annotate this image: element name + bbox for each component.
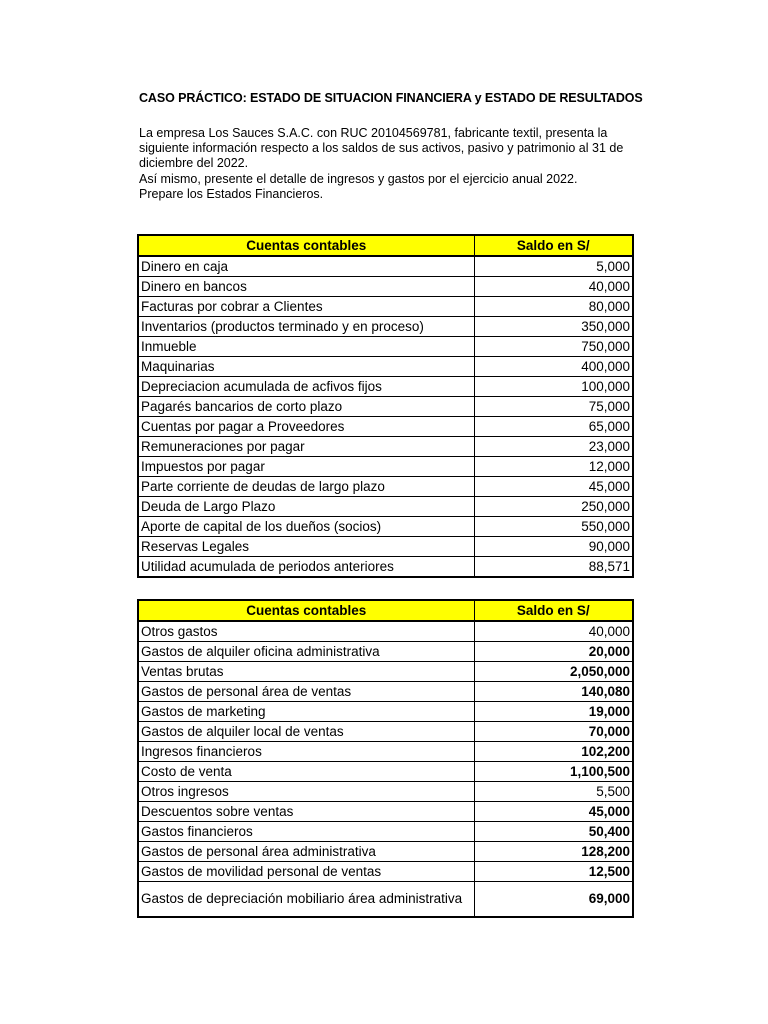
table-row xyxy=(138,377,633,397)
table-row xyxy=(138,782,633,802)
table-row xyxy=(138,256,633,277)
amount-cell: 5,500 xyxy=(474,782,633,802)
amount-cell: 80,000 xyxy=(474,297,633,317)
table-row xyxy=(138,457,633,477)
table-row xyxy=(138,337,633,357)
table-header-row xyxy=(138,235,633,256)
table-header-row xyxy=(138,600,633,621)
account-name-cell: Gastos de personal área de ventas xyxy=(138,682,474,702)
intro-line: La empresa Los Sauces S.A.C. con RUC 20104569781, fabricante textil, presenta la xyxy=(139,126,608,140)
table-row xyxy=(138,517,633,537)
amount-cell: 1,100,500 xyxy=(474,762,633,782)
amount-cell: 100,000 xyxy=(474,377,633,397)
account-name-cell: Inventarios (productos terminado y en proceso) xyxy=(138,317,474,337)
balance-accounts-table xyxy=(137,234,634,578)
account-name-cell: Parte corriente de deudas de largo plazo xyxy=(138,477,474,497)
table-row xyxy=(138,397,633,417)
amount-cell: 19,000 xyxy=(474,702,633,722)
document-title: CASO PRÁCTICO: ESTADO DE SITUACION FINANCIERA y ESTADO DE RESULTADOS xyxy=(139,91,643,105)
header-amount: Saldo en S/ xyxy=(474,600,633,621)
account-name-cell: Gastos de depreciación mobiliario área administrativa xyxy=(138,882,474,918)
account-name-cell: Ingresos financieros xyxy=(138,742,474,762)
table-row xyxy=(138,317,633,337)
account-name-cell: Gastos de personal área administrativa xyxy=(138,842,474,862)
amount-cell: 90,000 xyxy=(474,537,633,557)
table-row xyxy=(138,297,633,317)
amount-cell: 45,000 xyxy=(474,477,633,497)
table-row xyxy=(138,557,633,578)
account-name-cell: Gastos de alquiler oficina administrativa xyxy=(138,642,474,662)
account-name-cell: Inmueble xyxy=(138,337,474,357)
amount-cell: 5,000 xyxy=(474,256,633,277)
header-accounts: Cuentas contables xyxy=(138,600,474,621)
amount-cell: 70,000 xyxy=(474,722,633,742)
account-name-cell: Gastos de alquiler local de ventas xyxy=(138,722,474,742)
amount-cell: 102,200 xyxy=(474,742,633,762)
account-name-cell: Ventas brutas xyxy=(138,662,474,682)
amount-cell: 45,000 xyxy=(474,802,633,822)
account-name-cell: Maquinarias xyxy=(138,357,474,377)
account-name-cell: Cuentas por pagar a Proveedores xyxy=(138,417,474,437)
table-row xyxy=(138,621,633,642)
amount-cell: 12,500 xyxy=(474,862,633,882)
amount-cell: 750,000 xyxy=(474,337,633,357)
account-name-cell: Otros gastos xyxy=(138,621,474,642)
account-name-cell: Remuneraciones por pagar xyxy=(138,437,474,457)
table-row xyxy=(138,277,633,297)
table-row xyxy=(138,662,633,682)
table-row xyxy=(138,537,633,557)
account-name-cell: Facturas por cobrar a Clientes xyxy=(138,297,474,317)
account-name-cell: Reservas Legales xyxy=(138,537,474,557)
account-name-cell: Gastos de movilidad personal de ventas xyxy=(138,862,474,882)
table-row xyxy=(138,642,633,662)
table-row xyxy=(138,497,633,517)
table-row xyxy=(138,742,633,762)
amount-cell: 400,000 xyxy=(474,357,633,377)
amount-cell: 20,000 xyxy=(474,642,633,662)
table-row xyxy=(138,477,633,497)
table-row xyxy=(138,722,633,742)
income-table-body xyxy=(138,621,633,917)
intro-paragraph xyxy=(139,126,639,202)
table-row xyxy=(138,842,633,862)
amount-cell: 69,000 xyxy=(474,882,633,918)
header-amount: Saldo en S/ xyxy=(474,235,633,256)
account-name-cell: Descuentos sobre ventas xyxy=(138,802,474,822)
table-row xyxy=(138,417,633,437)
account-name-cell: Aporte de capital de los dueños (socios) xyxy=(138,517,474,537)
amount-cell: 40,000 xyxy=(474,621,633,642)
table-row xyxy=(138,437,633,457)
account-name-cell: Depreciacion acumulada de acfivos fijos xyxy=(138,377,474,397)
intro-line: siguiente información respecto a los saldos de sus activos, pasivo y patrimonio al 31 de xyxy=(139,141,624,156)
amount-cell: 50,400 xyxy=(474,822,633,842)
account-name-cell: Deuda de Largo Plazo xyxy=(138,497,474,517)
account-name-cell: Dinero en bancos xyxy=(138,277,474,297)
amount-cell: 40,000 xyxy=(474,277,633,297)
table-row xyxy=(138,822,633,842)
amount-cell: 65,000 xyxy=(474,417,633,437)
intro-line: Así mismo, presente el detalle de ingresos y gastos por el ejercicio anual 2022. xyxy=(139,171,578,186)
account-name-cell: Otros ingresos xyxy=(138,782,474,802)
table-row xyxy=(138,862,633,882)
amount-cell: 88,571 xyxy=(474,557,633,578)
intro-line: Prepare los Estados Financieros. xyxy=(139,186,324,201)
amount-cell: 350,000 xyxy=(474,317,633,337)
table-row xyxy=(138,762,633,782)
table-row xyxy=(138,702,633,722)
amount-cell: 75,000 xyxy=(474,397,633,417)
account-name-cell: Pagarés bancarios de corto plazo xyxy=(138,397,474,417)
table-row xyxy=(138,357,633,377)
account-name-cell: Gastos de marketing xyxy=(138,702,474,722)
amount-cell: 140,080 xyxy=(474,682,633,702)
account-name-cell: Dinero en caja xyxy=(138,256,474,277)
balance-table-body xyxy=(138,256,633,577)
account-name-cell: Impuestos por pagar xyxy=(138,457,474,477)
account-name-cell: Costo de venta xyxy=(138,762,474,782)
table-row xyxy=(138,802,633,822)
income-accounts-table xyxy=(137,599,634,918)
amount-cell: 23,000 xyxy=(474,437,633,457)
amount-cell: 2,050,000 xyxy=(474,662,633,682)
amount-cell: 12,000 xyxy=(474,457,633,477)
amount-cell: 550,000 xyxy=(474,517,633,537)
account-name-cell: Gastos financieros xyxy=(138,822,474,842)
table-row xyxy=(138,682,633,702)
intro-line: diciembre del 2022. xyxy=(139,156,249,171)
amount-cell: 250,000 xyxy=(474,497,633,517)
header-accounts: Cuentas contables xyxy=(138,235,474,256)
amount-cell: 128,200 xyxy=(474,842,633,862)
table-row xyxy=(138,882,633,918)
account-name-cell: Utilidad acumulada de periodos anteriores xyxy=(138,557,474,578)
